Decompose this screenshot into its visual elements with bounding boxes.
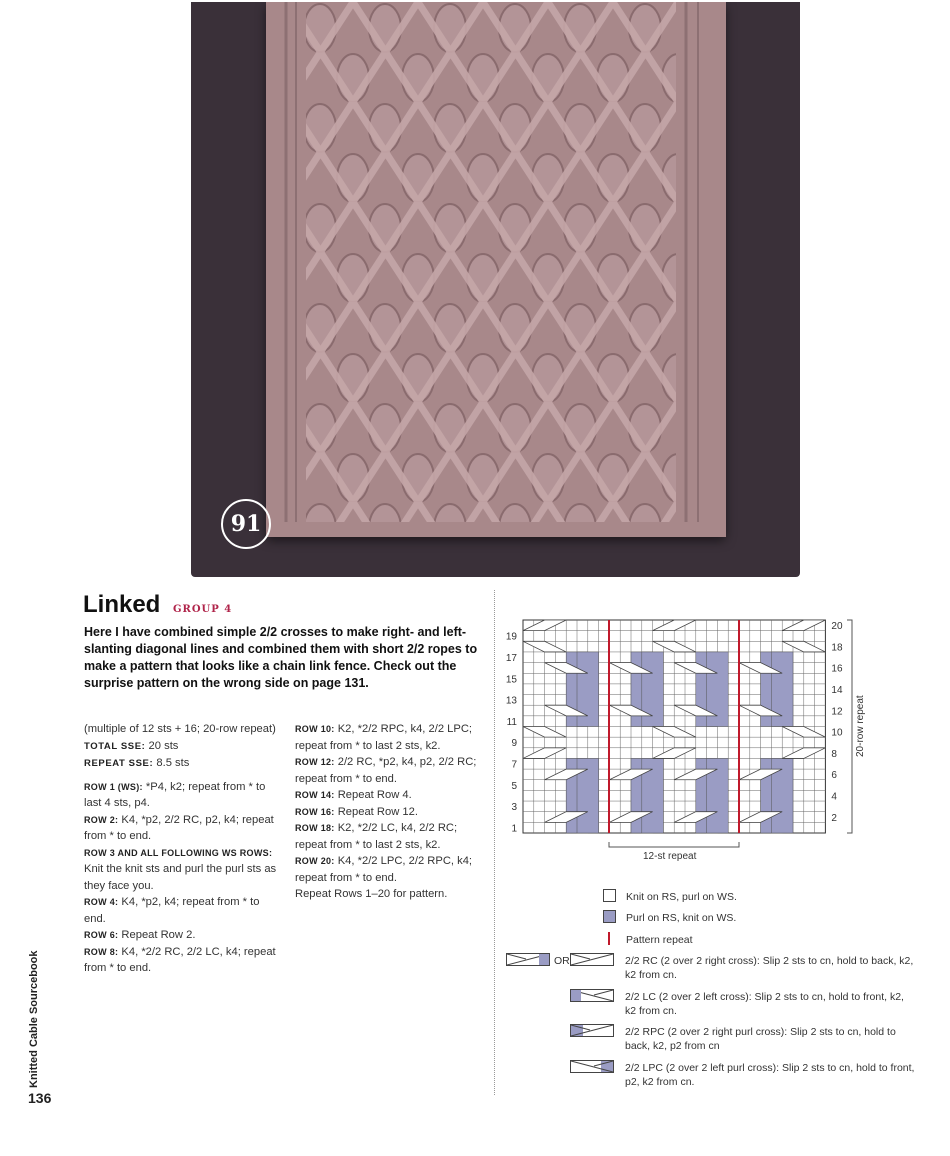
chart-row-label-left: 1 xyxy=(511,823,517,835)
rc-symbol-alt xyxy=(570,953,615,967)
chart-row-label-left: 17 xyxy=(505,653,517,665)
chart-row-label-right: 8 xyxy=(831,748,837,760)
row-instruction: ROW 18: K2, *2/2 LC, k4, 2/2 RC; repeat from * to last 2 sts, k2. xyxy=(295,822,458,851)
rpc-symbol xyxy=(570,1024,615,1038)
chart-row-label-right: 2 xyxy=(831,812,837,824)
row-instruction: ROW 4: K4, *p2, k4; repeat from * to end. xyxy=(84,896,260,925)
swatch-texture xyxy=(266,2,726,537)
instructions-column-1 xyxy=(84,721,279,977)
row-instruction: ROW 10: K2, *2/2 RPC, k4, 2/2 LPC; repeat from * to last 2 sts, k2. xyxy=(295,723,473,752)
lpc-symbol xyxy=(570,1060,615,1074)
knitted-swatch xyxy=(266,2,726,537)
st-repeat-bracket xyxy=(609,842,739,847)
multiple-text: (multiple of 12 sts + 16; 20-row repeat) xyxy=(84,723,276,735)
chart-row-label-left: 13 xyxy=(505,695,517,707)
chart-row-label-right: 16 xyxy=(831,663,843,675)
stitch-chart xyxy=(500,612,890,872)
pattern-number-badge: 91 xyxy=(221,499,271,549)
lc-symbol xyxy=(570,989,615,1003)
rc-symbol xyxy=(506,953,551,967)
chart-row-label-left: 19 xyxy=(505,631,517,643)
legend-lc: 2/2 LC (2 over 2 left cross): Slip 2 sts to cn, hold to front, k2, k2 from cn. xyxy=(625,991,904,1017)
row-instruction: ROW 8: K4, *2/2 RC, 2/2 LC, k4; repeat from * to end. xyxy=(84,945,276,974)
legend-purl: Purl on RS, knit on WS. xyxy=(626,912,737,924)
purl-symbol xyxy=(603,910,617,924)
repeat-sse: REPEAT SSE: 8.5 sts xyxy=(84,757,190,769)
chart-row-labels-left xyxy=(506,632,518,835)
group-label: GROUP 4 xyxy=(173,604,233,615)
legend-rc: 2/2 RC (2 over 2 right cross): Slip 2 sts to cn, hold to back, k2, k2 from cn. xyxy=(625,955,914,981)
st-repeat-label: 12-st repeat xyxy=(643,851,697,862)
chart-row-label-right: 10 xyxy=(831,727,843,739)
row-instruction: ROW 3 AND ALL FOLLOWING WS ROWS: Knit the knit sts and purl the purl sts as they face you. xyxy=(84,847,277,892)
swatch-photo xyxy=(191,2,800,577)
chart-row-label-left: 3 xyxy=(511,802,517,814)
row-instruction: ROW 16: Repeat Row 12. xyxy=(295,805,418,818)
page-number: 136 xyxy=(28,1090,52,1106)
row-instruction: ROW 14: Repeat Row 4. xyxy=(295,789,412,801)
pattern-title: Linked xyxy=(83,591,161,618)
chart-row-labels-right xyxy=(831,621,843,824)
chart-row-label-right: 18 xyxy=(831,642,843,654)
legend-knit: Knit on RS, purl on WS. xyxy=(626,891,737,903)
row-repeat-bracket xyxy=(847,620,852,833)
row-instruction: ROW 2: K4, *p2, 2/2 RC, p2, k4; repeat from * to end. xyxy=(84,813,274,842)
chart-row-label-left: 7 xyxy=(511,759,517,771)
row-instruction: ROW 12: 2/2 RC, *p2, k4, p2, 2/2 RC; repeat from * to end. xyxy=(295,756,477,785)
row-instruction: Repeat Rows 1–20 for pattern. xyxy=(295,888,448,900)
column-divider xyxy=(494,590,495,1095)
legend-or: OR xyxy=(554,955,570,967)
book-title: Knitted Cable Sourcebook xyxy=(28,950,40,1088)
knit-symbol xyxy=(603,889,617,903)
total-sse: TOTAL SSE: 20 sts xyxy=(84,739,179,752)
row-instruction: ROW 20: K4, *2/2 LPC, 2/2 RPC, k4; repeat from * to end. xyxy=(295,855,473,884)
chart-row-label-right: 4 xyxy=(831,791,837,803)
row-instruction: ROW 1 (WS): *P4, k2; repeat from * to last 4 sts, p4. xyxy=(84,780,266,809)
legend-rpc: 2/2 RPC (2 over 2 right purl cross): Slip 2 sts to cn, hold to back, k2, p2 from cn xyxy=(625,1026,896,1052)
chart-row-label-left: 5 xyxy=(511,780,517,792)
chart-row-label-right: 12 xyxy=(831,706,843,718)
chart-row-label-left: 9 xyxy=(511,738,517,750)
intro-text: Here I have combined simple 2/2 crosses to make right- and left-slanting diagonal lines and combined them with short 2/2 ropes to make a pattern that looks like a chain link fence. Check out the surprise pattern on the wrong side on page 131. xyxy=(84,625,478,690)
chart-row-label-right: 20 xyxy=(831,621,843,633)
row-repeat-label: 20-row repeat xyxy=(855,695,866,757)
legend-repeat: Pattern repeat xyxy=(626,934,693,946)
repeat-symbol xyxy=(606,932,612,946)
chart-row-label-right: 14 xyxy=(831,684,843,696)
instructions-column-2 xyxy=(295,721,485,903)
legend-lpc: 2/2 LPC (2 over 2 left purl cross): Slip 2 sts to cn, hold to front, p2, k2 from cn. xyxy=(625,1062,915,1088)
chart-row-label-left: 11 xyxy=(506,716,517,728)
row-instruction: ROW 6: Repeat Row 2. xyxy=(84,929,196,941)
chart-row-label-left: 15 xyxy=(505,674,517,686)
chart-row-label-right: 6 xyxy=(831,770,837,782)
